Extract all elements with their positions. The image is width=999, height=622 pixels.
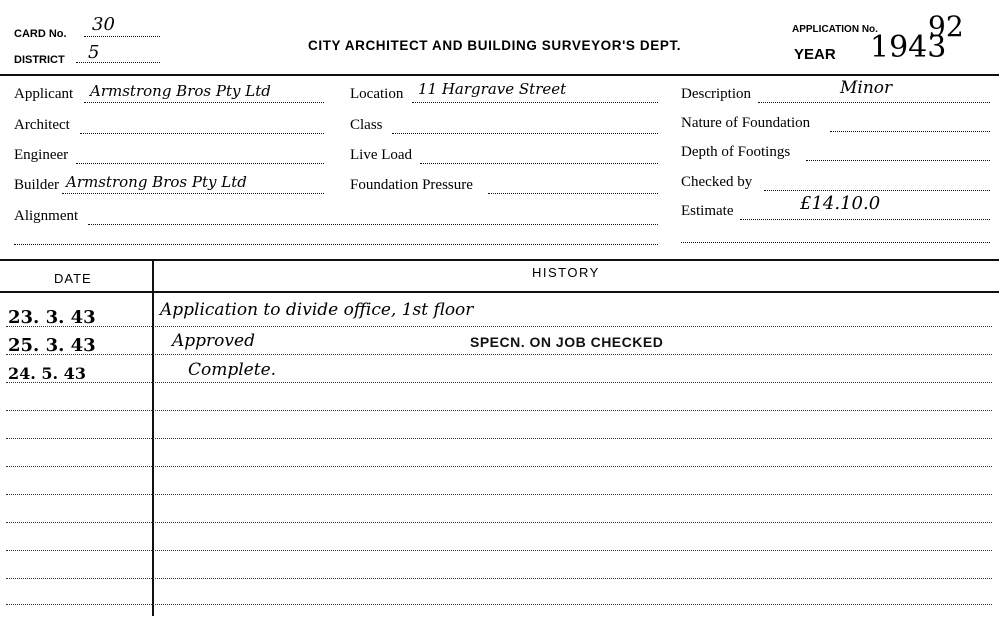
- card-no-value: 30: [92, 14, 115, 35]
- nature-of-foundation-line: [830, 131, 990, 132]
- depth-of-footings-line: [806, 160, 990, 161]
- history-text: Approved: [172, 331, 255, 351]
- district-line: [76, 62, 160, 63]
- location-value: 11 Hargrave Street: [418, 80, 567, 98]
- applicant-label: Applicant: [14, 86, 74, 102]
- builder-line: [62, 193, 324, 194]
- engineer-line: [76, 163, 324, 164]
- alignment-label: Alignment: [14, 208, 79, 224]
- location-label: Location: [350, 86, 404, 102]
- history-top-rule: [0, 259, 999, 261]
- application-no-value: 92: [928, 10, 964, 43]
- builder-value: Armstrong Bros Pty Ltd: [66, 173, 247, 191]
- class-line: [392, 133, 658, 134]
- dept-title: CITY ARCHITECT AND BUILDING SURVEYOR'S DEPT.: [308, 38, 682, 53]
- district-value: 5: [88, 42, 100, 63]
- location-line: [412, 102, 658, 103]
- district-label: DISTRICT: [14, 54, 65, 66]
- history-date: 23. 3. 43: [8, 307, 96, 328]
- history-ruled-line: [6, 494, 992, 495]
- live-load-label: Live Load: [350, 147, 413, 163]
- history-header-rule: [0, 291, 999, 293]
- checked-by-label: Checked by: [681, 174, 753, 190]
- depth-of-footings-label: Depth of Footings: [681, 144, 791, 160]
- estimate-line: [740, 219, 990, 220]
- nature-of-foundation-label: Nature of Foundation: [681, 115, 811, 131]
- year-label: YEAR: [794, 46, 836, 63]
- checked-by-line: [764, 190, 990, 191]
- alignment-line: [88, 224, 658, 225]
- history-ruled-line: [6, 438, 992, 439]
- blank-line-right: [681, 242, 990, 243]
- year-value: 1943: [870, 30, 947, 65]
- blank-line-left: [14, 244, 658, 245]
- history-text: Application to divide office, 1st floor: [160, 300, 474, 320]
- estimate-value: £14.10.0: [800, 193, 881, 214]
- history-header: HISTORY: [532, 265, 600, 280]
- history-ruled-line: [6, 522, 992, 523]
- foundation-pressure-line: [488, 193, 658, 194]
- class-label: Class: [350, 117, 383, 133]
- builder-label: Builder: [14, 177, 59, 193]
- description-value: Minor: [840, 78, 893, 98]
- card-no-line: [84, 36, 160, 37]
- application-no-label: APPLICATION No.: [792, 24, 878, 35]
- history-text: Complete.: [188, 360, 277, 380]
- architect-line: [80, 133, 324, 134]
- header-rule: [0, 74, 999, 76]
- applicant-line: [84, 102, 324, 103]
- history-ruled-line: [6, 354, 992, 355]
- engineer-label: Engineer: [14, 147, 69, 163]
- history-ruled-line: [6, 550, 992, 551]
- history-ruled-line: [6, 466, 992, 467]
- history-stamp: SPECN. ON JOB CHECKED: [470, 334, 664, 350]
- history-date: 24. 5. 43: [8, 364, 86, 383]
- card-no-label: CARD No.: [14, 28, 67, 40]
- foundation-pressure-label: Foundation Pressure: [350, 177, 473, 193]
- applicant-value: Armstrong Bros Pty Ltd: [90, 82, 271, 100]
- history-ruled-line: [6, 326, 992, 327]
- history-ruled-line: [6, 410, 992, 411]
- history-ruled-line: [6, 382, 992, 383]
- architect-label: Architect: [14, 117, 70, 133]
- description-line: [758, 102, 990, 103]
- live-load-line: [420, 163, 658, 164]
- history-date: 25. 3. 43: [8, 335, 96, 356]
- history-ruled-line: [6, 604, 992, 605]
- description-label: Description: [681, 86, 751, 102]
- date-header: DATE: [54, 271, 92, 286]
- history-ruled-line: [6, 578, 992, 579]
- estimate-label: Estimate: [681, 203, 734, 219]
